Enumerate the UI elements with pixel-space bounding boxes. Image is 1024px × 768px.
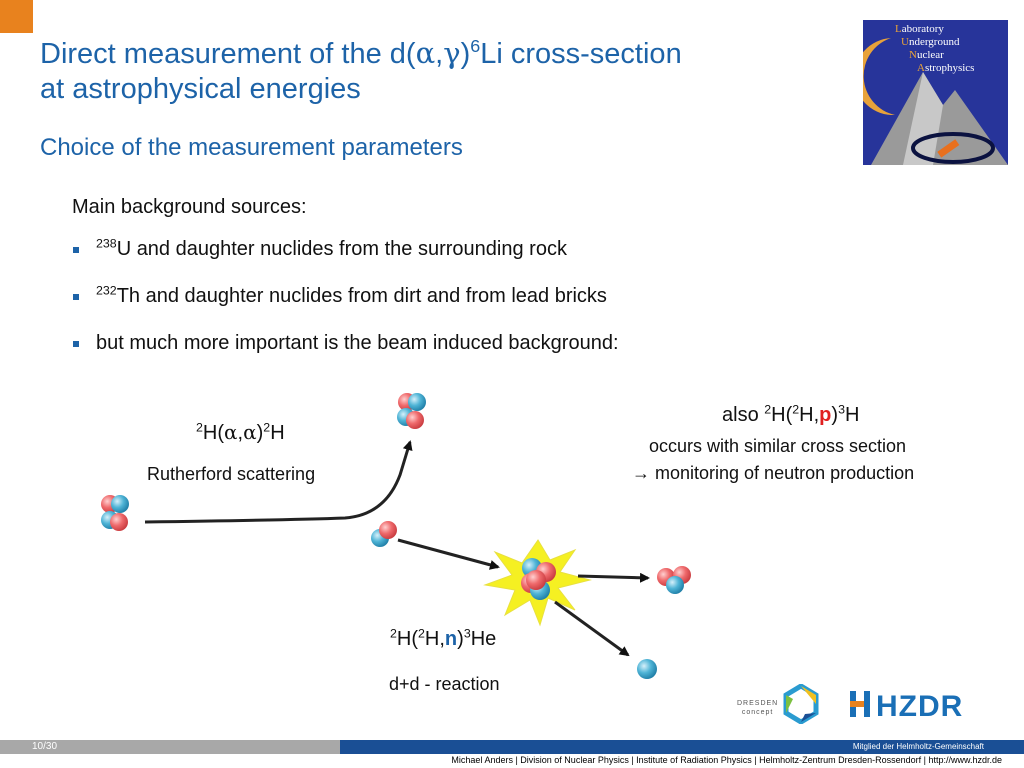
hzdr-logo-text: HZDR [876,690,964,719]
also-line-2: occurs with similar cross section [649,436,907,456]
neutron-arrow [555,602,628,655]
footer-credit: Michael Anders | Division of Nuclear Physics | Institute of Radiation Physics | Helmholtz-Zentrum Dresden-Rossendorf | http://www.hzdr.de [451,755,1002,765]
dd-caption: d+d - reaction [389,674,500,694]
bullet-square [73,247,79,253]
arrow-right-icon: → [632,463,650,483]
list-item: $^{232}$Th and daughter nuclides from dirt and from lead bricks [72,285,619,332]
dresden-concept-logo [781,684,821,724]
neutron-particle [637,659,657,679]
background-heading: Main background sources: [72,196,307,218]
also-reaction-label: also $^2H(^2H,p)^3H$ [722,402,860,426]
helmholtz-membership: Mitglied der Helmholtz-Gemeinschaft [852,742,984,751]
helium3-particle [657,566,691,594]
list-item: but much more important is the beam induced background: [72,332,619,379]
bullet-square [73,341,79,347]
dresden-concept-logo-text: DRESDEN concept [737,700,779,716]
page-subtitle: Choice of the measurement parameters [40,134,463,161]
reaction-diagram [0,380,1024,710]
alpha-particle-incoming [101,495,129,531]
corner-accent [0,0,33,33]
rutherford-caption: Rutherford scattering [147,464,316,484]
hzdr-logo [850,689,984,719]
page-number: 10/30 [32,741,58,752]
list-item: $^{238}$U and daughter nuclides from the surrounding rock [72,238,619,285]
luna-logo [863,20,1008,165]
alpha-particle-scattered [397,393,426,429]
deuteron-incoming [371,521,397,547]
reaction-diagram-graphic [0,380,1024,710]
product-arrow [578,576,648,578]
luna-logo-text: Laboratory Underground Nuclear Astrophysics [895,23,975,74]
rutherford-reaction-label: $^2H(\alpha,\alpha)^2H$ [196,420,285,444]
dd-reaction-label: $^2H(^2H,n)^3He$ [390,626,497,650]
bullet-square [73,294,79,300]
deuteron-arrow [398,540,498,567]
also-line-3: → monitoring of neutron production [632,463,915,483]
background-list [72,238,619,379]
page-title: Direct measurement of the $d(\alpha,\gamma)^6Li$ cross-section at astrophysical energies [40,35,682,105]
